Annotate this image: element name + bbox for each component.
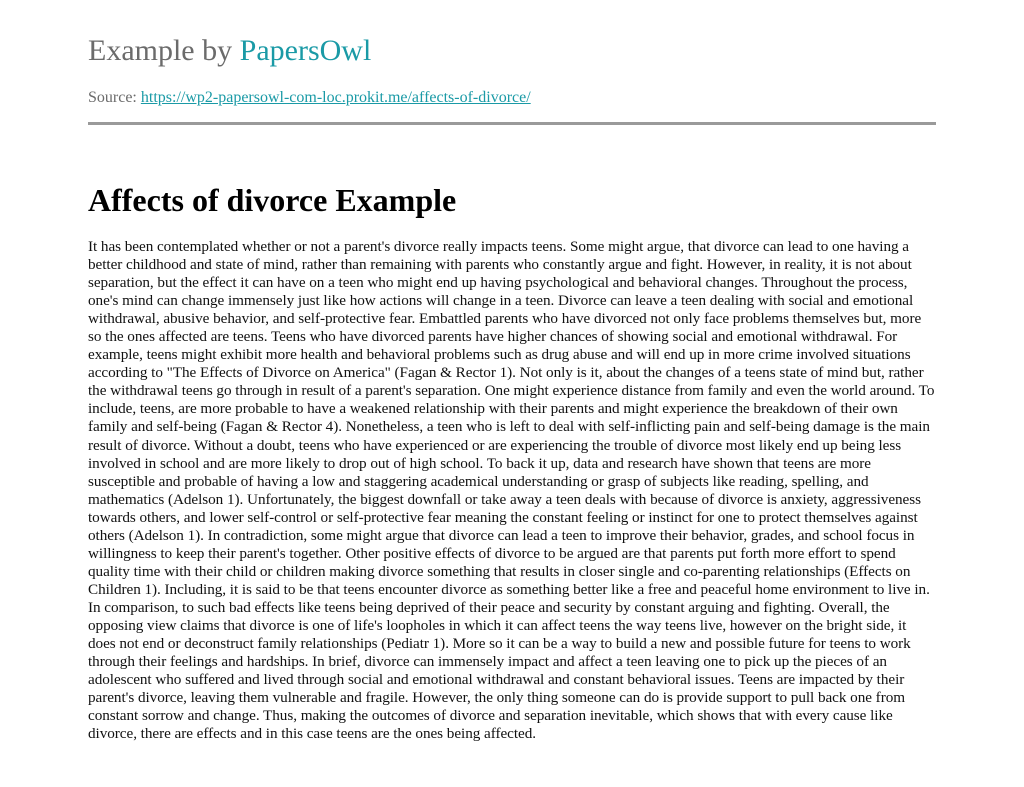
brand-prefix: Example by (88, 34, 240, 67)
brand-name: PapersOwl (239, 34, 372, 67)
source-link[interactable]: https://wp2-papersowl-com-loc.prokit.me/affects-of-divorce/ (140, 89, 531, 106)
source-label: Source: (88, 89, 141, 106)
article-title: Affects of divorce Example (88, 182, 457, 218)
article-body: It has been contemplated whether or not a parent's divorce really impacts teens. Some might argue, that divorce can lead to one having a better childhood and state of mind, rather than remaining with parents who constantly argue and fight. However, in reality, it is not about separation, but the effect it can have on a teen who might end up having psychological and behavioral changes. Throughout the process, one's mind can change immensely just like how actions will change in a teen. Divorce can leave a teen dealing with social and emotional withdrawal, abusive behavior, and self-protective fear. Embattled parents who have divorced not only face problems themselves but, more so the ones affected are teens. Teens who have divorced parents have higher chances of showing social and emotional withdrawal. For example, teens might exhibit more health and behavioral problems such as drug abuse and will end up in more crime involved situations according to "The Effects of Divorce on America" (Fagan & Rector 1). Not only is it, about the changes of a teens state of mind but, rather the withdrawal teens go through in result of a parent's separation. One might experience distance from family and even the world around. To include, teens, are more probable to have a weakened relationship with their parents and might experience the breakdown of their own family and self-being (Fagan & Rector 4). Nonetheless, a teen who is left to deal with self-inflicting pain and self-being damage is the main result of divorce. Without a doubt, teens who have experienced or are experiencing the trouble of divorce most likely end up being less involved in school and are more likely to drop out of high school. To back it up, data and research have shown that teens are more susceptible and probable of having a low and staggering academical understanding or grasp of subjects like reading, spelling, and mathematics (Adelson 1). Unfortunately, the biggest downfall or take away a teen deals with because of divorce is anxiety, aggressiveness towards others, and lower self-control or self-protective fear meaning the constant feeling or instinct for one to protect themselves against others (Adelson 1). In contradiction, some might argue that divorce can lead a teen to improve their behavior, grades, and school focus in willingness to keep their parent's together. Other positive effects of divorce to be argued are that parents put forth more effort to spend quality time with their child or children making divorce something that results in closer single and co-parenting relationships (Effects on Children 1). Including, it is said to be that teens encounter divorce as something better like a free and peaceful home environment to live in. In comparison, to such bad effects like teens being deprived of their peace and security by constant arguing and fighting. Overall, the opposing view claims that divorce is one of life's loopholes in which it can affect teens the way teens live, however on the bright side, it does not end or deconstruct family relationships (Pediatr 1). More so it can be a way to build a new and possible future for teens to work through their feelings and hardships. In brief, divorce can immensely impact and affect a teen leaving one to pick up the pieces of an adolescent who suffered and lived through social and emotional withdrawal and constant behavioral issues. Teens are impacted by their parent's divorce, leaving them vulnerable and fragile. However, the only thing someone can do is provide support to pull back one from constant sorrow and change. Thus, making the outcomes of divorce and separation inevitable, which shows that with every cause like divorce, there are effects and in this case teens are the ones being affected. (88, 238, 935, 743)
header-divider (88, 122, 936, 125)
site-heading (88, 33, 371, 69)
source-line (88, 88, 531, 108)
